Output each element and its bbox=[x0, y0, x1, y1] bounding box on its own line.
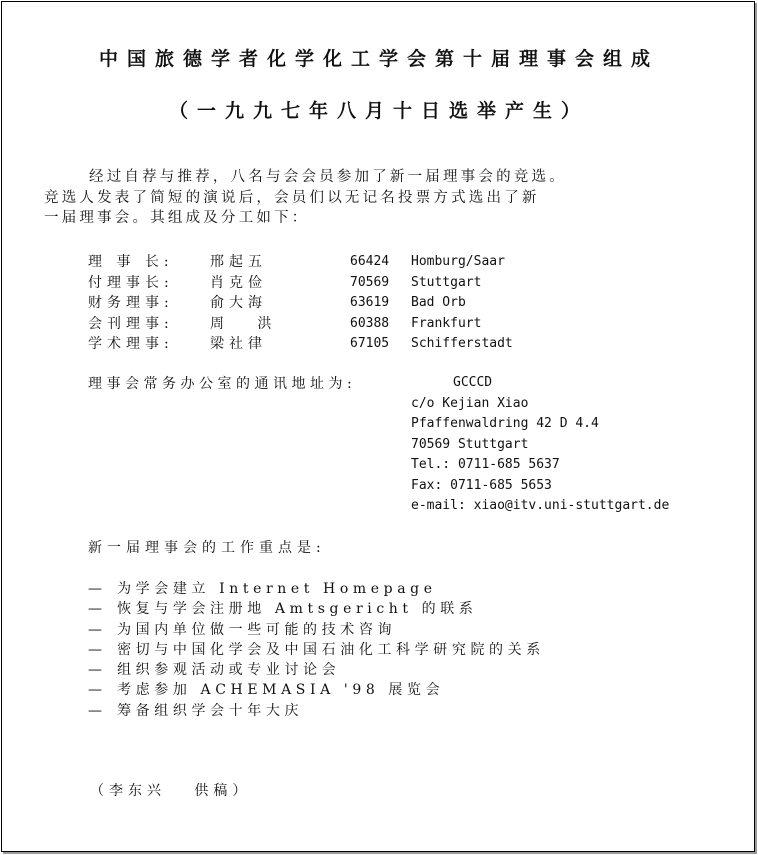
task-bullet: — bbox=[88, 601, 108, 618]
member-name: 梁社律 bbox=[210, 336, 267, 352]
task-text: 密切与中国化学会及中国石油化工科学研究院的关系 bbox=[117, 641, 545, 658]
member-zip: 67105 bbox=[350, 336, 390, 351]
task-item bbox=[88, 620, 545, 640]
member-city: Bad Orb bbox=[411, 295, 466, 310]
intro-line: 经过自荐与推荐，八名与会会员参加了新一届理事会的竞选。 bbox=[89, 169, 567, 185]
member-role: 学术理事: bbox=[88, 336, 174, 352]
intro-paragraph bbox=[44, 167, 724, 229]
member-role: 财务理事: bbox=[88, 295, 174, 311]
task-bullet: — bbox=[88, 621, 108, 638]
address-line: Tel.: 0711-685 5637 bbox=[411, 457, 560, 472]
address-line: GCCCD bbox=[453, 375, 493, 390]
address-label: 理事会常务办公室的通讯地址为: bbox=[88, 376, 357, 392]
member-name: 邢起五 bbox=[210, 254, 267, 270]
member-name: 肖克俭 bbox=[210, 274, 267, 291]
page-subtitle: （一九九七年八月十日选举产生） bbox=[168, 100, 589, 122]
address-line: 70569 Stuttgart bbox=[411, 436, 529, 452]
task-bullet: — bbox=[88, 662, 108, 679]
member-name: 周 洪 bbox=[210, 315, 277, 332]
address-block bbox=[411, 373, 669, 517]
task-item bbox=[88, 579, 545, 599]
task-text: 考虑参加 ACHEMASIA '98 展览会 bbox=[117, 682, 445, 699]
page-title: 中国旅德学者化学化工学会第十届理事会组成 bbox=[98, 48, 659, 70]
member-city: Homburg/Saar bbox=[411, 254, 505, 269]
member-zip: 63619 bbox=[350, 295, 390, 310]
task-text: 筹备组织学会十年大庆 bbox=[117, 702, 304, 719]
task-text: 为国内单位做一些可能的技术咨询 bbox=[117, 621, 397, 638]
task-item bbox=[88, 640, 545, 660]
member-city: Schifferstadt bbox=[411, 336, 513, 351]
member-zip: 70569 bbox=[350, 274, 390, 290]
intro-line: 竞选人发表了简短的演说后，会员们以无记名投票方式选出了新 bbox=[44, 189, 540, 206]
task-bullet: — bbox=[88, 641, 108, 658]
task-bullet: — bbox=[88, 702, 108, 719]
task-text: 恢复与学会注册地 Amtsgericht 的联系 bbox=[117, 601, 478, 618]
task-item bbox=[88, 701, 545, 721]
member-role: 付理事长: bbox=[88, 274, 174, 291]
task-text: 为学会建立 Internet Homepage bbox=[117, 581, 437, 597]
member-role: 理 事 长: bbox=[88, 254, 174, 270]
member-zip: 66424 bbox=[350, 254, 390, 269]
address-line: c/o Kejian Xiao bbox=[411, 395, 529, 411]
task-text: 组织参观活动或专业讨论会 bbox=[117, 662, 341, 679]
member-zip: 60388 bbox=[350, 315, 390, 331]
task-bullet: — bbox=[88, 581, 108, 597]
task-item bbox=[88, 599, 545, 619]
member-role: 会刊理事: bbox=[88, 315, 174, 332]
address-line: Fax: 0711-685 5653 bbox=[411, 477, 552, 493]
task-item bbox=[88, 680, 545, 700]
address-email: e-mail: xiao@itv.uni-stuttgart.de bbox=[411, 498, 670, 513]
task-bullet: — bbox=[88, 682, 108, 699]
intro-line: 一届理事会。其组成及分工如下： bbox=[44, 210, 310, 226]
member-name: 俞大海 bbox=[210, 295, 267, 311]
focus-heading: 新一届理事会的工作重点是: bbox=[88, 540, 326, 556]
member-city: Frankfurt bbox=[411, 315, 482, 331]
address-line: Pfaffenwaldring 42 D 4.4 bbox=[411, 416, 599, 431]
member-city: Stuttgart bbox=[411, 274, 482, 290]
task-item bbox=[88, 660, 545, 680]
task-list bbox=[88, 579, 545, 721]
credit-line: （李东兴 供稿） bbox=[90, 783, 252, 799]
